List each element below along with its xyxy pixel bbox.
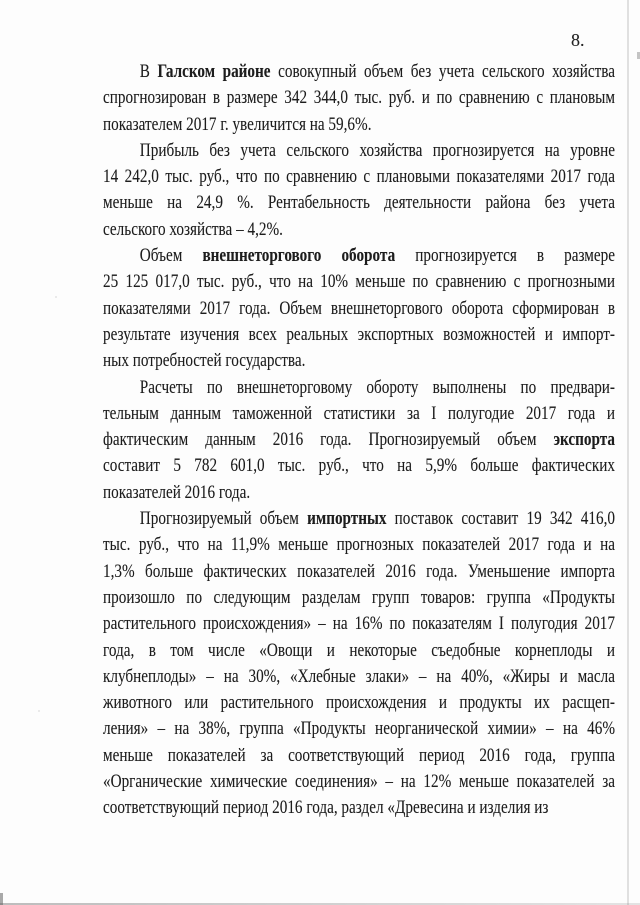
paragraph <box>103 243 615 374</box>
text-line <box>103 453 615 479</box>
text-segment: составит 5 782 601,0 тыс. руб., что на 5,9% больше фактических <box>103 455 615 477</box>
text-line <box>103 611 615 637</box>
text-line <box>103 59 615 85</box>
text-segment: 1,3% больше фактических показателей 2016 года. Уменьшение импорта <box>103 560 615 582</box>
text-segment: тельным данным таможенной статистики за I полугодие 2017 года и <box>103 402 615 424</box>
text-segment: показателей 2016 года. <box>103 481 251 503</box>
text-line <box>103 532 615 558</box>
text-line <box>103 138 615 164</box>
document-body <box>103 59 615 822</box>
paragraph <box>103 138 615 243</box>
text-line <box>103 427 615 453</box>
text-segment: 25 125 017,0 тыс. руб., что на 10% меньше по сравнению с прогнозными <box>103 271 615 293</box>
text-line <box>103 85 615 111</box>
text-segment: тыс. руб., что на 11,9% меньше прогнозных показателей 2017 года и на <box>103 534 615 556</box>
text-segment: клубнеплоды» – на 30%, «Хлебные злаки» – на 40%, «Жиры и масла <box>103 665 615 687</box>
text-segment: ления» – на 38%, группа «Продукты неорганической химии» – на 46% <box>103 718 615 740</box>
text-line <box>103 348 615 374</box>
page-number: 8. <box>571 30 585 50</box>
text-line <box>103 401 615 427</box>
text-segment: фактическим данным 2016 года. Прогнозируемый объем <box>103 429 554 451</box>
bold-text-segment: Галском районе <box>157 61 271 82</box>
text-segment: 14 242,0 тыс. руб., что по сравнению с плановыми показателями 2017 года <box>103 166 615 188</box>
text-line <box>103 585 615 611</box>
text-segment: поставок составит 19 342 416,0 <box>386 508 615 530</box>
text-segment: меньше на 24,9 %. Рентабельность деятельности района без учета <box>103 192 615 214</box>
text-line <box>103 664 615 690</box>
text-line <box>103 559 615 585</box>
text-segment: животного или растительного происхождения и продукты их расщеп- <box>103 692 615 714</box>
text-segment: совокупный объем без учета сельского хозяйства <box>270 61 615 82</box>
text-line <box>103 743 615 769</box>
paragraph <box>103 375 615 506</box>
text-line <box>103 112 615 138</box>
text-segment: сельского хозяйства – 4,2%. <box>103 218 283 240</box>
bold-text-segment: импортных <box>307 508 387 530</box>
text-segment: В <box>139 61 158 82</box>
scan-vertical-line-artifact <box>627 0 629 905</box>
text-line <box>103 269 615 295</box>
bold-text-segment: экспорта <box>553 429 615 451</box>
text-segment: прогнозируется в размере <box>395 245 615 267</box>
text-segment: Объем <box>139 245 203 267</box>
text-line <box>103 638 615 664</box>
text-segment: Прогнозируемый объем <box>139 508 308 530</box>
text-line <box>103 795 615 821</box>
text-line <box>103 690 615 716</box>
text-line <box>103 217 615 243</box>
text-segment: результате изучения всех реальных экспортных возможностей и импорт- <box>103 323 615 345</box>
text-line <box>103 164 615 190</box>
text-segment: Расчеты по внешнеторговому обороту выполнены по предвари- <box>139 376 616 398</box>
text-segment: спрогнозирован в размере 342 344,0 тыс. руб. и по сравнению с плановым <box>103 87 615 109</box>
text-line <box>103 506 615 532</box>
scan-speckle-artifact <box>38 710 40 712</box>
text-segment: произошло по следующим разделам групп товаров: группа «Продукты <box>103 586 615 608</box>
bold-text-segment: внешнеторгового оборота <box>202 245 396 267</box>
text-segment: показателем 2017 г. увеличится на 59,6%. <box>103 113 372 135</box>
text-line <box>103 375 615 401</box>
text-line <box>103 322 615 348</box>
paragraph <box>103 59 615 138</box>
text-line <box>103 769 615 795</box>
text-line <box>103 296 615 322</box>
text-line <box>103 190 615 216</box>
text-segment: растительного происхождения» – на 16% по показателям I полугодия 2017 <box>103 613 615 635</box>
text-segment: меньше показателей за соответствующий период 2016 года, группа <box>103 744 615 766</box>
text-line <box>103 243 615 269</box>
scan-corner-mark-artifact <box>0 893 3 905</box>
text-segment: показателями 2017 года. Объем внешнеторгового оборота сформирован в <box>103 297 615 319</box>
text-segment: «Органические химические соединения» – на 12% меньше показателей за <box>103 771 615 793</box>
text-line <box>103 716 615 742</box>
scan-speckle-artifact <box>55 296 57 298</box>
text-segment: ных потребностей государства. <box>103 350 306 372</box>
text-segment: соответствующий период 2016 года, раздел «Древесина и изделия из <box>103 797 549 819</box>
paragraph <box>103 506 615 822</box>
text-segment: Прибыль без учета сельского хозяйства прогнозируется на уровне <box>139 139 616 161</box>
text-segment: года, в том числе «Овощи и некоторые съедобные корнеплоды и <box>103 639 615 661</box>
text-line <box>103 480 615 506</box>
